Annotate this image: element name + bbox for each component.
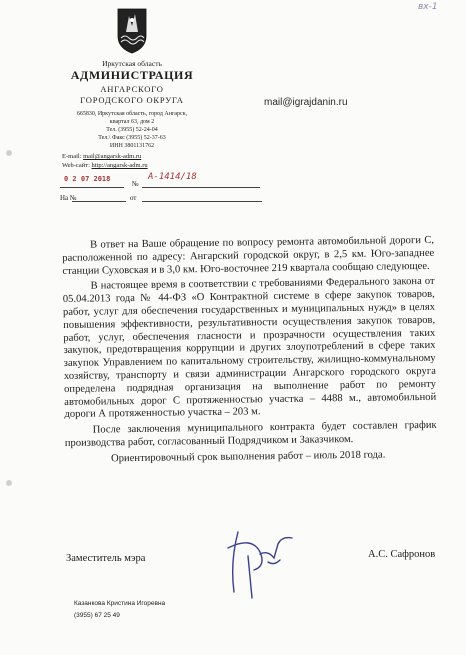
reference-from-label: от <box>130 194 137 202</box>
email-label: E-mail: <box>62 153 84 160</box>
registration-row <box>60 172 265 189</box>
reference-row <box>60 194 265 204</box>
letterhead-administration: АДМИНИСТРАЦИЯ <box>70 68 194 82</box>
number-underline <box>142 187 260 188</box>
letterhead-email-line <box>62 153 141 160</box>
letterhead-subtitle-1: АНГАРСКОГО <box>100 84 164 94</box>
web-link[interactable]: http://angarsk-adm.ru <box>91 162 148 169</box>
web-label: Web-сайт: <box>62 162 92 169</box>
handwritten-signature <box>208 522 298 602</box>
registration-number-stamp: А-1414/18 <box>148 172 197 182</box>
executor-phone: (3955) 67 25 49 <box>74 612 120 619</box>
body-paragraph-2: В настоящее время в соответствии с требованиями Федерального закона от 05.04.2013 года № 44-ФЗ «О Контрактной системе в сфере закупок товаров, работ, услуг для обеспечения государственных и муниципальных нужд» в целях повышения эффективности, результативности осуществления закупок товаров, работ, услуг, обеспечения гласности и прозрачности осуществления таких закупок, предотвращения коррупции и других злоупотреблений в сфере таких закупок Управлением по капитальному строительству, жилищно-коммунальному хозяйству, транспорту и связи администрации Ангарского городского округа определена подрядная организация на выполнение работ по ремонту автомобильных дорог С протяженностью участка – 4488 м., автомобильной дороги А протяженностью участка – 203 м. <box>62 276 437 421</box>
body-paragraph-4: Ориентировочный срок выполнения работ – июль 2018 года. <box>110 449 386 465</box>
letterhead-region: Иркутская область <box>102 59 162 68</box>
letterhead-address-1: 665830, Иркутская область, город Ангарск, <box>76 111 188 117</box>
registration-date-stamp: 0 2 07 2018 <box>64 175 111 183</box>
letterhead-address-2: квартал 63, дом 2 <box>109 119 155 125</box>
letterhead-fax: Тел.\ Факс (3955) 52-37-63 <box>98 135 166 141</box>
signatory-name: А.С. Сафронов <box>368 549 436 560</box>
executor-name: Казанкова Кристина Игоревна <box>74 600 166 607</box>
letterhead-inn: ИНН 3801131762 <box>109 143 155 149</box>
number-label: № <box>132 180 139 188</box>
recipient-email: mail@igrajdanin.ru <box>264 97 348 108</box>
letterhead-web-line <box>62 162 148 169</box>
reference-date-underline <box>142 201 262 202</box>
punch-hole <box>6 150 12 156</box>
reference-number-label: На № <box>60 194 77 202</box>
punch-hole <box>6 480 12 486</box>
body-paragraph-3: После заключения муниципального контракта будет составлен график производства работ, согласованный Подрядчиком и Заказчиком. <box>64 419 437 449</box>
corner-handwritten-mark: вх-1 <box>418 2 438 12</box>
reference-number-underline <box>72 201 126 202</box>
letter-body <box>62 235 437 467</box>
body-paragraph-1: В ответ на Ваше обращение по вопросу ремонта автомобильной дороги С, расположенной по адресу: Ангарский городской округ, в 2,5 км. Юго-западнее станции Суховская и в 3,0 км. Юго-восточнее 219 квартала сообщаю следующее. <box>62 234 435 277</box>
letterhead-phone: Тел. (3955) 52-24-04 <box>106 127 158 133</box>
signatory-position: Заместитель мэра <box>66 553 146 564</box>
email-link[interactable]: mail@angarsk-adm.ru <box>83 153 142 160</box>
letterhead-subtitle-2: ГОРОДСКОГО ОКРУГА <box>80 95 184 105</box>
date-underline <box>60 187 124 188</box>
coat-of-arms-icon <box>117 8 147 54</box>
